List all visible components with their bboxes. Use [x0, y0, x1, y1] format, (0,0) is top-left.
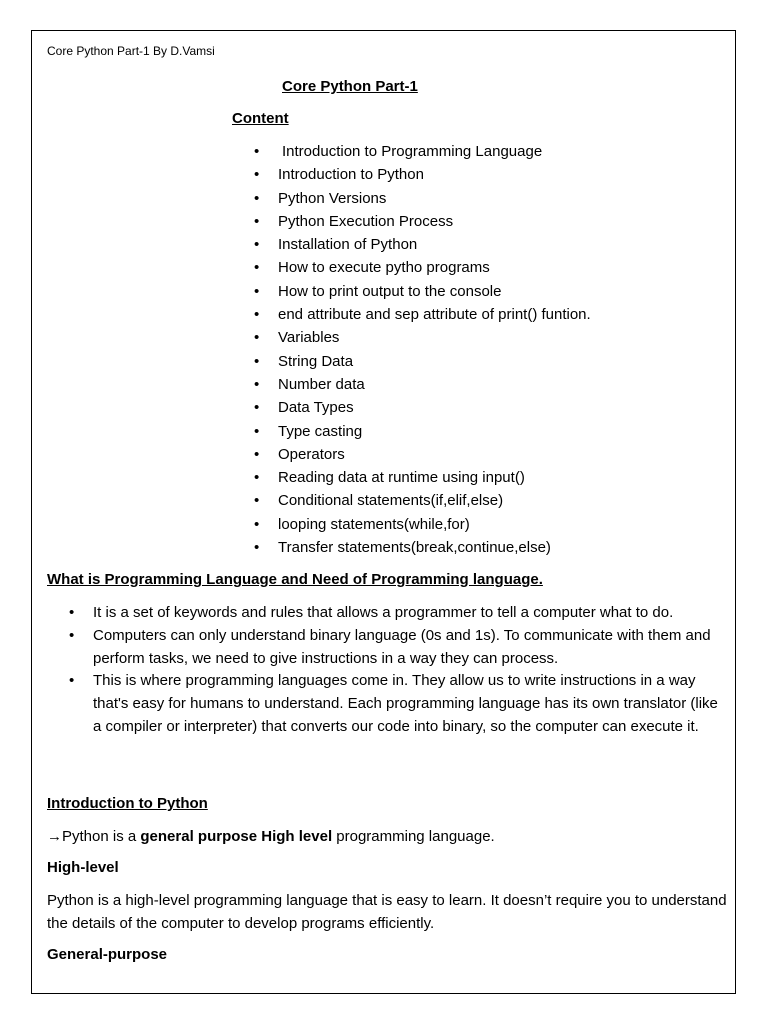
- toc-item: • String Data: [232, 350, 591, 373]
- python-intro-line: [47, 825, 727, 848]
- toc-item: • How to execute pytho programs: [232, 256, 591, 279]
- toc-item: • How to print output to the console: [232, 280, 591, 303]
- content-heading: Content: [232, 110, 289, 127]
- toc-item: • Operators: [232, 443, 591, 466]
- toc-item: • Installation of Python: [232, 233, 591, 256]
- toc-item: • Python Execution Process: [232, 210, 591, 233]
- toc-item: • Reading data at runtime using input(): [232, 466, 591, 489]
- toc-item: • Type casting: [232, 420, 591, 443]
- table-of-contents: [232, 140, 591, 559]
- toc-item: • Introduction to Python: [232, 163, 591, 186]
- toc-item: • looping statements(while,for): [232, 513, 591, 536]
- intro-bold-text: general purpose High level: [140, 828, 333, 845]
- toc-item: • Number data: [232, 373, 591, 396]
- toc-item: • Conditional statements(if,elif,else): [232, 489, 591, 512]
- intro-prefix: Python is a: [62, 828, 141, 845]
- list-item: • This is where programming languages come in. They allow us to write instructions in a way that's easy for humans to understand. Each programming language has its own translator (like a compiler or interpreter) that converts our code into binary, so the computer can execute it.: [47, 670, 727, 738]
- toc-item: • end attribute and sep attribute of print() funtion.: [232, 303, 591, 326]
- toc-item: • Python Versions: [232, 187, 591, 210]
- list-item: • It is a set of keywords and rules that allows a programmer to tell a computer what to do.: [47, 602, 727, 625]
- toc-item: • Transfer statements(break,continue,else): [232, 536, 591, 559]
- document-title: Core Python Part-1: [282, 78, 418, 95]
- arrow-icon: →: [47, 828, 62, 845]
- section-heading-programming-language: What is Programming Language and Need of Programming language.: [47, 571, 543, 588]
- intro-suffix: programming language.: [332, 828, 495, 845]
- general-purpose-heading: General-purpose: [47, 946, 168, 963]
- document-header: Core Python Part-1 By D.Vamsi: [47, 44, 215, 58]
- toc-item: • Variables: [232, 326, 591, 349]
- list-item: • Computers can only understand binary language (0s and 1s). To communicate with them and perform tasks, we need to give instructions in a way they can process.: [47, 625, 727, 671]
- section-heading-introduction-to-python: Introduction to Python: [47, 795, 208, 812]
- high-level-heading: High-level: [47, 859, 119, 876]
- toc-item: • Data Types: [232, 396, 591, 419]
- toc-item: • Introduction to Programming Language: [232, 140, 591, 163]
- high-level-paragraph: Python is a high-level programming language that is easy to learn. It doesn’t require you to understand the details of the computer to develop programs efficiently.: [47, 892, 727, 932]
- programming-language-bullets: [47, 602, 727, 739]
